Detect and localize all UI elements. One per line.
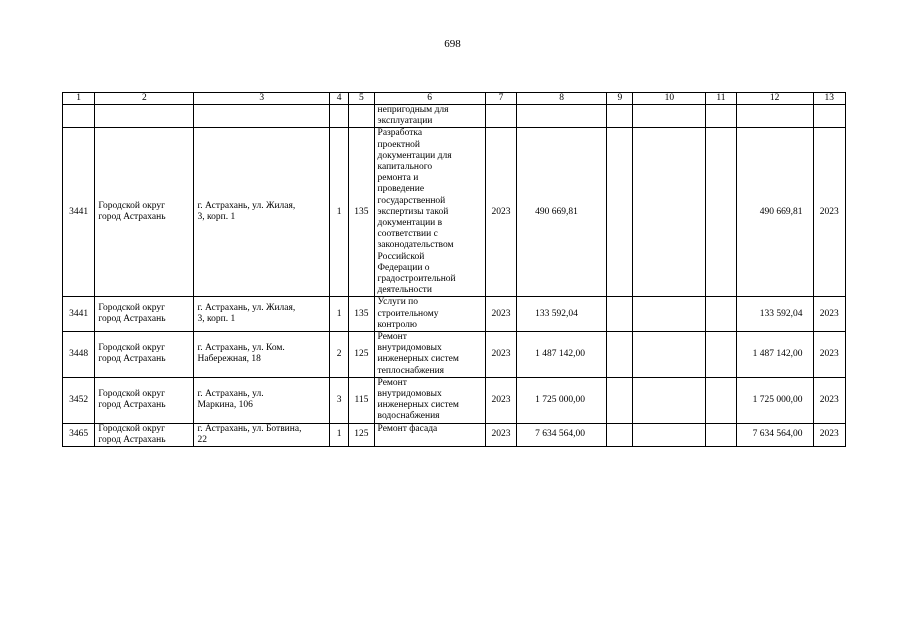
cell-line: Ремонт xyxy=(377,377,407,388)
data-table xyxy=(62,92,846,447)
table-row xyxy=(63,297,846,332)
cell-line: Городской округ xyxy=(98,423,166,434)
table-cell-c3 xyxy=(194,423,330,446)
table-cell-c5 xyxy=(349,105,374,128)
page-number: 698 xyxy=(444,38,461,50)
table-cell-c2 xyxy=(95,128,194,297)
table-cell-c4: 1 xyxy=(330,423,349,446)
cell-line: внутридомовых xyxy=(377,343,442,354)
cell-line: 3, корп. 1 xyxy=(197,314,236,325)
table-cell-c8: 490 669,81 xyxy=(517,128,607,297)
cell-line: ремонта и xyxy=(377,173,419,184)
table-cell-c11 xyxy=(706,297,736,332)
table-cell-c11 xyxy=(706,377,736,423)
table-cell-c11 xyxy=(706,423,736,446)
table-cell-c8: 1 725 000,00 xyxy=(517,377,607,423)
cell-line: Маркина, 106 xyxy=(197,400,253,411)
table-cell-c11 xyxy=(706,105,736,128)
table-cell-c10 xyxy=(633,423,706,446)
column-header: 1 xyxy=(63,93,95,105)
table-cell-c4: 2 xyxy=(330,332,349,378)
cell-line: внутридомовых xyxy=(377,389,442,400)
table-cell-c4: 1 xyxy=(330,128,349,297)
table-cell-c13: 2023 xyxy=(813,423,845,446)
table-cell-c1: 3441 xyxy=(63,128,95,297)
cell-line: город Астрахань xyxy=(98,314,166,325)
cell-line: г. Астрахань, ул. xyxy=(197,389,264,400)
cell-line: инженерных систем xyxy=(377,400,459,411)
table-cell-c4 xyxy=(330,105,349,128)
table-cell-c1: 3452 xyxy=(63,377,95,423)
table-cell-c1 xyxy=(63,105,95,128)
cell-line: деятельности xyxy=(377,285,432,296)
cell-line: город Астрахань xyxy=(98,354,166,365)
cell-line: эксплуатации xyxy=(377,116,433,127)
cell-line: градостроительной xyxy=(377,274,456,285)
column-header: 5 xyxy=(349,93,374,105)
column-header: 3 xyxy=(194,93,330,105)
cell-line: проведение xyxy=(377,184,425,195)
cell-line: 3, корп. 1 xyxy=(197,212,236,223)
cell-line: г. Астрахань, ул. Ботвина, xyxy=(197,423,302,434)
table-cell-c1: 3441 xyxy=(63,297,95,332)
table-row xyxy=(63,423,846,446)
table-cell-c10 xyxy=(633,297,706,332)
table-cell-c13: 2023 xyxy=(813,297,845,332)
table-cell-c2 xyxy=(95,297,194,332)
table-cell-c5: 135 xyxy=(349,128,374,297)
cell-line: строительному xyxy=(377,308,439,319)
table-cell-c8: 7 634 564,00 xyxy=(517,423,607,446)
cell-line: контролю xyxy=(377,319,417,330)
table-cell-c13 xyxy=(813,105,845,128)
cell-line: экспертизы такой xyxy=(377,206,449,217)
table-cell-c2 xyxy=(95,332,194,378)
table-cell-c7: 2023 xyxy=(485,332,516,378)
table-cell-c10 xyxy=(633,105,706,128)
table-cell-c12: 133 592,04 xyxy=(736,297,813,332)
table-cell-c13: 2023 xyxy=(813,332,845,378)
table-cell-c3 xyxy=(194,105,330,128)
table-cell-c12: 1 487 142,00 xyxy=(736,332,813,378)
table-cell-c10 xyxy=(633,332,706,378)
table-cell-c11 xyxy=(706,128,736,297)
cell-line: г. Астрахань, ул. Жилая, xyxy=(197,201,296,212)
cell-line: инженерных систем xyxy=(377,354,459,365)
cell-line: Разработка xyxy=(377,128,423,139)
cell-line: Городской округ xyxy=(98,389,166,400)
cell-line: г. Астрахань, ул. Ком. xyxy=(197,343,285,354)
cell-line: Федерации о xyxy=(377,262,430,273)
table-cell-c3 xyxy=(194,377,330,423)
table-cell-c1: 3465 xyxy=(63,423,95,446)
table-cell-c8 xyxy=(517,105,607,128)
cell-line: государственной xyxy=(377,195,446,206)
cell-line: документации для xyxy=(377,150,452,161)
cell-line: водоснабжения xyxy=(377,411,440,422)
column-header-row xyxy=(63,93,846,105)
table-cell-c9 xyxy=(607,332,633,378)
column-header: 9 xyxy=(607,93,633,105)
cell-line: непригодным для xyxy=(377,105,449,115)
table-cell-c12: 490 669,81 xyxy=(736,128,813,297)
cell-line: 22 xyxy=(197,434,207,445)
column-header: 7 xyxy=(485,93,516,105)
table-cell-c2 xyxy=(95,105,194,128)
cell-line: теплоснабжения xyxy=(377,365,445,376)
table-cell-c7: 2023 xyxy=(485,423,516,446)
table-cell-c4: 3 xyxy=(330,377,349,423)
table-cell-c12 xyxy=(736,105,813,128)
cell-line: капитального xyxy=(377,162,433,173)
cell-line: Городской округ xyxy=(98,201,166,212)
table-cell-c5: 125 xyxy=(349,332,374,378)
table-cell-c5: 135 xyxy=(349,297,374,332)
table-cell-c1: 3448 xyxy=(63,332,95,378)
cell-line: документации в xyxy=(377,218,443,229)
table-cell-c2 xyxy=(95,423,194,446)
cell-line: город Астрахань xyxy=(98,212,166,223)
cell-line: Российской xyxy=(377,251,425,262)
column-header: 8 xyxy=(517,93,607,105)
cell-line: законодательством xyxy=(377,240,454,251)
cell-line: г. Астрахань, ул. Жилая, xyxy=(197,303,296,314)
cell-line: Ремонт xyxy=(377,332,407,343)
cell-line: Набережная, 18 xyxy=(197,354,261,365)
cell-line: проектной xyxy=(377,139,421,150)
table-cell-c7 xyxy=(485,105,516,128)
table-cell-c9 xyxy=(607,128,633,297)
cell-line: Городской округ xyxy=(98,343,166,354)
table-row xyxy=(63,105,846,128)
table-cell-c7: 2023 xyxy=(485,297,516,332)
cell-line: город Астрахань xyxy=(98,434,166,445)
table-cell-c8: 1 487 142,00 xyxy=(517,332,607,378)
table-cell-c6 xyxy=(374,423,485,446)
table-cell-c11 xyxy=(706,332,736,378)
table-cell-c6 xyxy=(374,377,485,423)
table-cell-c7: 2023 xyxy=(485,377,516,423)
column-header: 12 xyxy=(736,93,813,105)
column-header: 13 xyxy=(813,93,845,105)
cell-line: Услуги по xyxy=(377,297,419,308)
table-cell-c9 xyxy=(607,377,633,423)
cell-line: Ремонт фасада xyxy=(377,423,438,434)
column-header: 6 xyxy=(374,93,485,105)
table-cell-c6 xyxy=(374,332,485,378)
table-cell-c13: 2023 xyxy=(813,377,845,423)
table-cell-c9 xyxy=(607,297,633,332)
table-cell-c9 xyxy=(607,105,633,128)
table-cell-c5: 125 xyxy=(349,423,374,446)
table-row xyxy=(63,332,846,378)
table-cell-c12: 7 634 564,00 xyxy=(736,423,813,446)
table-row xyxy=(63,377,846,423)
table-cell-c2 xyxy=(95,377,194,423)
column-header: 11 xyxy=(706,93,736,105)
table-cell-c9 xyxy=(607,423,633,446)
table-cell-c8: 133 592,04 xyxy=(517,297,607,332)
table-cell-c13: 2023 xyxy=(813,128,845,297)
column-header: 2 xyxy=(95,93,194,105)
table-cell-c5: 115 xyxy=(349,377,374,423)
table-cell-c10 xyxy=(633,377,706,423)
table-cell-c12: 1 725 000,00 xyxy=(736,377,813,423)
table-cell-c3 xyxy=(194,297,330,332)
cell-line: город Астрахань xyxy=(98,400,166,411)
table-cell-c10 xyxy=(633,128,706,297)
cell-line: Городской округ xyxy=(98,303,166,314)
table-cell-c6 xyxy=(374,128,485,297)
column-header: 10 xyxy=(633,93,706,105)
table-cell-c3 xyxy=(194,128,330,297)
table-cell-c3 xyxy=(194,332,330,378)
table-cell-c4: 1 xyxy=(330,297,349,332)
table-cell-c6 xyxy=(374,105,485,128)
table-cell-c7: 2023 xyxy=(485,128,516,297)
table-row xyxy=(63,128,846,297)
cell-line: соответствии с xyxy=(377,229,438,240)
table-cell-c6 xyxy=(374,297,485,332)
column-header: 4 xyxy=(330,93,349,105)
